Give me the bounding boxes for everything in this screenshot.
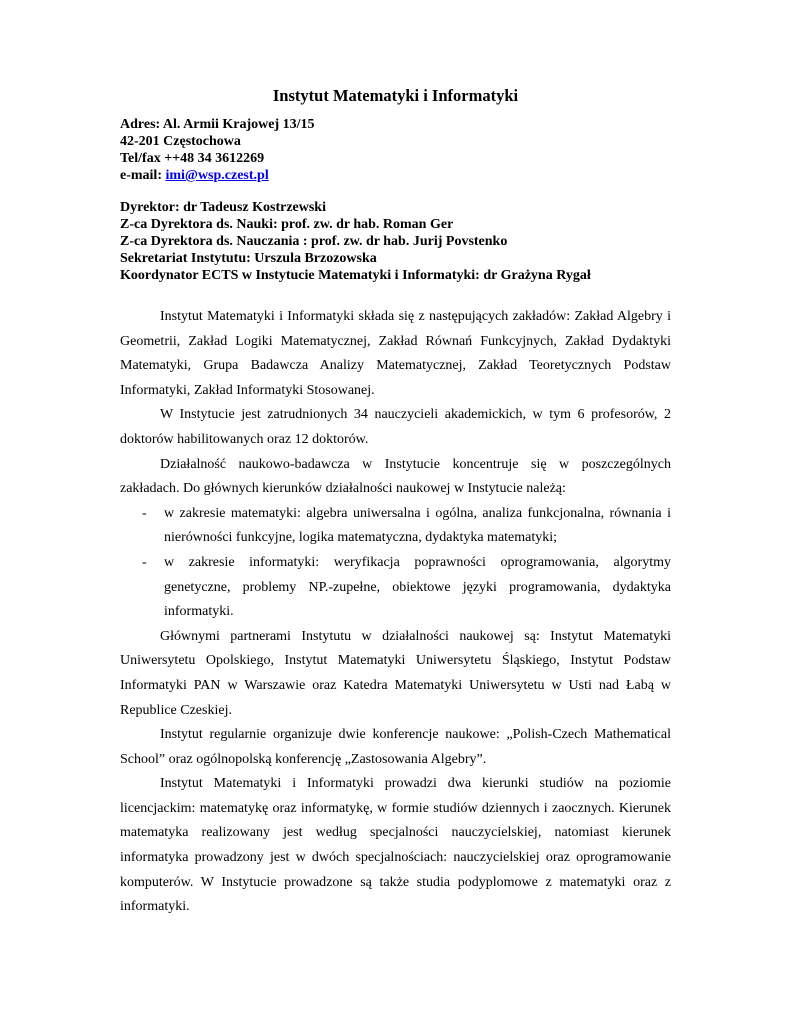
list-item bbox=[120, 502, 671, 551]
paragraph-partners: Głównymi partnerami Instytutu w działalności naukowej są: Instytut Matematyki Uniwersytetu Opolskiego, Instytut Matematyki Uniwersytetu Śląskiego, Instytut Podstaw Informatyki PAN w Warszawie oraz Katedra Matematyki Uniwersytetu w Usti nad Łabą w Republice Czeskiej. bbox=[120, 628, 671, 718]
body-text bbox=[120, 305, 671, 920]
staff-ects-coordinator: Koordynator ECTS w Instytucie Matematyki i Informatyki: dr Grażyna Rygał bbox=[120, 268, 591, 283]
address-phone: Tel/fax ++48 34 3612269 bbox=[120, 151, 265, 166]
address-email-line bbox=[120, 167, 680, 184]
email-link[interactable]: imi@wsp.czest.pl bbox=[165, 168, 269, 183]
staff-block bbox=[120, 199, 680, 284]
address-street: Adres: Al. Armii Krajowej 13/15 bbox=[120, 117, 315, 132]
paragraph-departments: Instytut Matematyki i Informatyki składa się z następujących zakładów: Zakład Algebry i Geometrii, Zakład Logiki Matematycznej, Zakład Równań Funkcyjnych, Zakład Dydaktyki Matematyki, Grupa Badawcza Analizy Matematycznej, Zakład Teoretycznych Podstaw Informatyki, Zakład Informatyki Stosowanej. bbox=[120, 309, 671, 398]
list-item bbox=[120, 551, 671, 625]
staff-deputy-science: Z-ca Dyrektora ds. Nauki: prof. zw. dr hab. Roman Ger bbox=[120, 217, 454, 232]
paragraph-research: Działalność naukowo-badawcza w Instytucie koncentruje się w poszczególnych zakładach. Do głównych kierunków działalności naukowej w Instytucie należą: bbox=[120, 456, 671, 497]
research-list bbox=[120, 502, 671, 625]
list-item-text: w zakresie informatyki: weryfikacja poprawności oprogramowania, algorytmy genetyczne, problemy NP.-zupełne, obiektowe języki programowania, dydaktyka informatyki. bbox=[164, 554, 671, 620]
list-bullet: - bbox=[142, 505, 147, 521]
address-city: 42-201 Częstochowa bbox=[120, 134, 241, 149]
staff-director: Dyrektor: dr Tadeusz Kostrzewski bbox=[120, 200, 326, 215]
list-bullet: - bbox=[142, 554, 147, 570]
paragraph-conferences: Instytut regularnie organizuje dwie konferencje naukowe: „Polish-Czech Mathematical School” oraz ogólnopolską konferencję „Zastosowania Algebry”. bbox=[120, 727, 671, 767]
email-label: e-mail: bbox=[120, 168, 166, 183]
staff-deputy-teaching: Z-ca Dyrektora ds. Nauczania : prof. zw. dr hab. Jurij Povstenko bbox=[120, 234, 508, 249]
paragraph-staff-count: W Instytucie jest zatrudnionych 34 nauczycieli akademickich, w tym 6 profesorów, 2 doktorów habilitowanych oraz 12 doktorów. bbox=[120, 407, 671, 447]
list-item-text: w zakresie matematyki: algebra uniwersalna i ogólna, analiza funkcjonalna, równania i nierówności funkcyjne, logika matematyczna, dydaktyka matematyki; bbox=[164, 505, 671, 546]
paragraph-studies: Instytut Matematyki i Informatyki prowadzi dwa kierunki studiów na poziomie licencjackim: matematykę oraz informatykę, w formie studiów dziennych i zaocznych. Kierunek matematyka realizowany jest według specjalności nauczycielskiej, natomiast kierunek informatyka prowadzony jest w dwóch specjalnościach: nauczycielskiej oraz oprogramowanie komputerów. W Instytucie prowadzone są także studia podyplomowe z matematyki oraz z informatyki. bbox=[120, 776, 671, 915]
staff-secretariat: Sekretariat Instytutu: Urszula Brzozowska bbox=[120, 251, 377, 266]
page-title: Instytut Matematyki i Informatyki bbox=[272, 86, 519, 105]
address-block bbox=[120, 116, 680, 184]
